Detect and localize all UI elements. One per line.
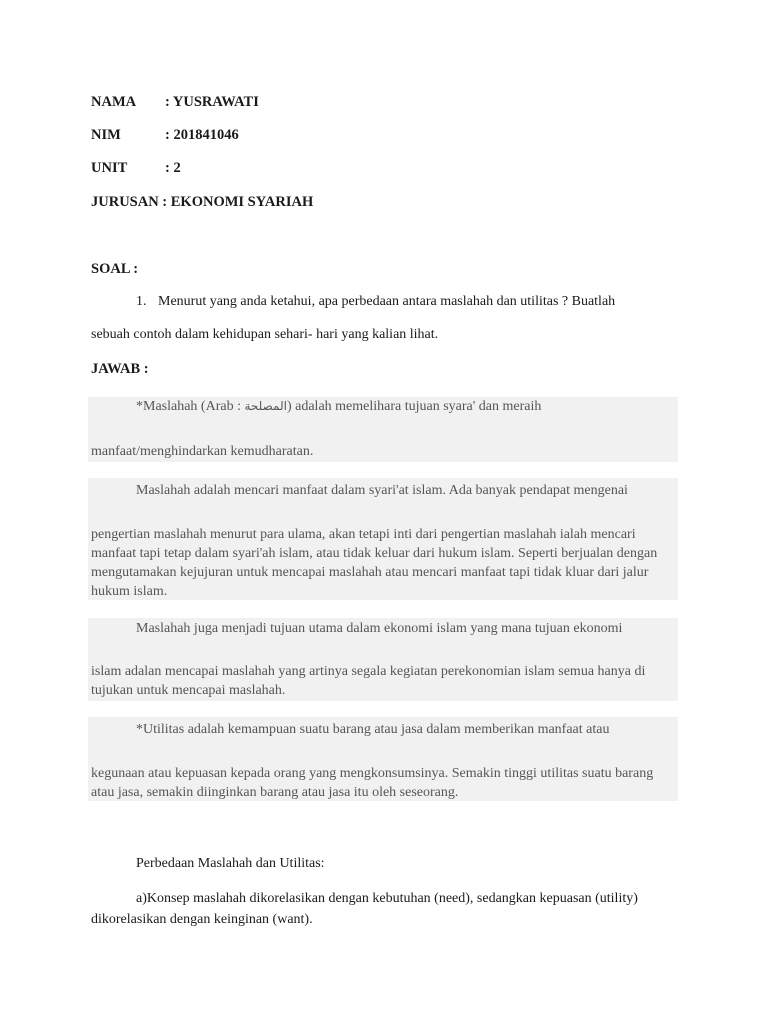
unit-row — [91, 160, 181, 177]
answer-p2-rest: pengertian maslahah menurut para ulama, akan tetapi inti dari pengertian maslahah ialah mencari manfaat tapi tetap dalam syari'ah islam, atau tidak keluar dari hukum islam. Seperti berjualan dengan mengutamakan kejujuran untuk mencapai maslahah atau mencari manfaat tapi tidak kluar dari jalur hukum islam. — [91, 527, 658, 599]
answer-p1-rest: manfaat/menghindarkan kemudharatan. — [91, 444, 314, 459]
jurusan-text: JURUSAN : EKONOMI SYARIAH — [91, 194, 314, 210]
nama-row — [91, 94, 259, 111]
nim-value: : 201841046 — [165, 127, 239, 143]
nim-label: NIM — [91, 127, 121, 143]
question-number: 1. — [136, 294, 147, 309]
unit-label: UNIT — [91, 160, 128, 176]
nama-value: : YUSRAWATI — [165, 94, 259, 110]
answer-p3-first-line: Maslahah juga menjadi tujuan utama dalam ekonomi islam yang mana tujuan ekonomi — [136, 621, 623, 636]
answer-p2-first-line: Maslahah adalah mencari manfaat dalam syari'at islam. Ada banyak pendapat mengenai — [136, 483, 628, 498]
question-line-1: Menurut yang anda ketahui, apa perbedaan antara maslahah dan utilitas ? Buatlah — [158, 294, 616, 309]
jurusan-row — [91, 194, 313, 211]
perbedaan-a-line-2: dikorelasikan dengan keinginan (want). — [91, 912, 313, 927]
arabic-term: المصلحة — [244, 399, 287, 413]
answer-p4-first-line: *Utilitas adalah kemampuan suatu barang atau jasa dalam memberikan manfaat atau — [136, 722, 610, 737]
answer-p1-text-a: *Maslahah (Arab : — [136, 399, 245, 414]
answer-p4-rest: kegunaan atau kepuasan kepada orang yang mengkonsumsinya. Semakin tinggi utilitas suatu barang atau jasa, semakin diinginkan barang atau jasa itu oleh seseorang. — [91, 766, 654, 800]
answer-p1-text-b: ) adalah memelihara tujuan syara' dan meraih — [286, 399, 542, 414]
perbedaan-heading: Perbedaan Maslahah dan Utilitas: — [136, 856, 325, 871]
answer-p1-first-line — [136, 399, 541, 415]
perbedaan-a-line-1: a)Konsep maslahah dikorelasikan dengan kebutuhan (need), sedangkan kepuasan (utility) — [136, 891, 638, 906]
soal-heading: SOAL : — [91, 261, 139, 277]
question-line-2: sebuah contoh dalam kehidupan sehari- hari yang kalian lihat. — [91, 327, 439, 342]
nim-row — [91, 127, 239, 144]
answer-p3-rest: islam adalan mencapai maslahah yang artinya segala kegiatan perekonomian islam semua hanya di tujukan untuk mencapai maslahah. — [91, 664, 646, 698]
nama-label: NAMA — [91, 94, 137, 110]
unit-value: : 2 — [165, 160, 181, 176]
jawab-heading: JAWAB : — [91, 361, 149, 377]
